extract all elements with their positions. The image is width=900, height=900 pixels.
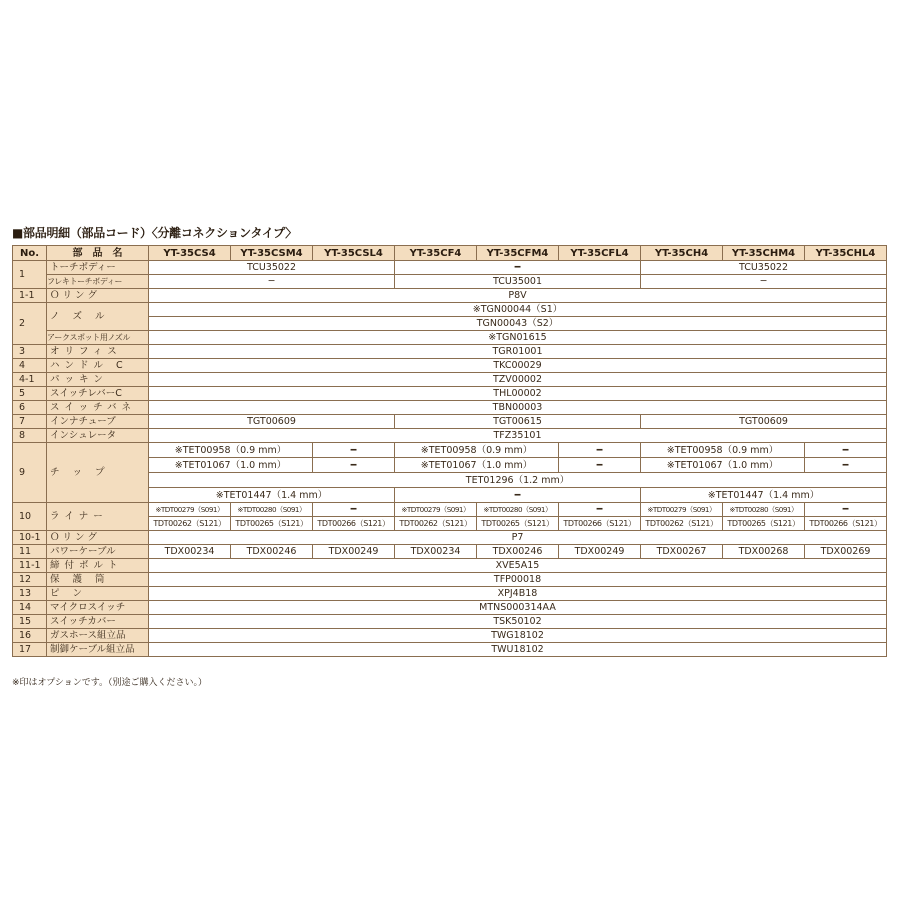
cell-value: ※TET01067（1.0 mm） (149, 458, 313, 473)
part-name: インシュレータ (47, 429, 149, 443)
cell-value: TDX00246 (477, 545, 559, 559)
cell-value: TDT00265（S121） (477, 517, 559, 531)
part-name: アークスポット用ノズル (47, 331, 149, 345)
cell-value: TDT00265（S121） (231, 517, 313, 531)
part-name: ピ ン (47, 587, 149, 601)
part-name: フレキトーチボディー (47, 275, 149, 289)
cell-value: ※TDT00279（S091） (395, 503, 477, 517)
cell-value: TCU35001 (395, 275, 641, 289)
header-model: YT-35CFL4 (559, 246, 641, 261)
row-no: 17 (13, 643, 47, 657)
header-no: No. (13, 246, 47, 261)
part-name: Ｏ リ ン グ (47, 531, 149, 545)
row-no: 10 (13, 503, 47, 531)
header-model: YT-35CSL4 (313, 246, 395, 261)
cell-value: ━ (395, 488, 641, 503)
cell-value: ━ (559, 503, 641, 517)
part-name: スイッチカバー (47, 615, 149, 629)
cell-value: TSK50102 (149, 615, 887, 629)
header-model: YT-35CHM4 (723, 246, 805, 261)
part-name: チ ッ プ (47, 443, 149, 503)
cell-value: TCU35022 (149, 261, 395, 275)
cell-value: TBN00003 (149, 401, 887, 415)
part-name: ノ ズ ル (47, 303, 149, 331)
cell-value: ━ (313, 503, 395, 517)
cell-value: TDX00269 (805, 545, 887, 559)
table-row (13, 573, 887, 587)
cell-value: ※TDT00279（S091） (641, 503, 723, 517)
cell-value: TWU18102 (149, 643, 887, 657)
row-no: 11 (13, 545, 47, 559)
row-no: 16 (13, 629, 47, 643)
table-row (13, 261, 887, 275)
cell-value: THL00002 (149, 387, 887, 401)
table-row (13, 429, 887, 443)
cell-value: TDT00265（S121） (723, 517, 805, 531)
cell-value: P8V (149, 289, 887, 303)
part-name: マイクロスイッチ (47, 601, 149, 615)
row-no: 12 (13, 573, 47, 587)
header-model: YT-35CFM4 (477, 246, 559, 261)
part-name: トーチボディー (47, 261, 149, 275)
cell-value: TDT00266（S121） (313, 517, 395, 531)
cell-value: TDX00249 (313, 545, 395, 559)
cell-value: XPJ4B18 (149, 587, 887, 601)
row-no: 6 (13, 401, 47, 415)
part-name: スイッチバネ (47, 401, 149, 415)
cell-value: ※TGN00044（S1） (149, 303, 887, 317)
cell-value: TGT00615 (395, 415, 641, 429)
table-row (13, 503, 887, 517)
table-row (13, 587, 887, 601)
table-row (13, 415, 887, 429)
cell-value: TDT00262（S121） (641, 517, 723, 531)
cell-value: TET01296（1.2 mm） (149, 473, 887, 488)
cell-value: TCU35022 (641, 261, 887, 275)
cell-value: TDX00246 (231, 545, 313, 559)
part-name: パッキン (47, 373, 149, 387)
part-name: 保 護 筒 (47, 573, 149, 587)
row-no: 14 (13, 601, 47, 615)
cell-value: ※TET00958（0.9 mm） (149, 443, 313, 458)
table-row (13, 373, 887, 387)
row-no: 4-1 (13, 373, 47, 387)
cell-value: TGT00609 (149, 415, 395, 429)
cell-value: ━ (559, 443, 641, 458)
cell-value: TDX00234 (395, 545, 477, 559)
header-model: YT-35CS4 (149, 246, 231, 261)
option-note: ※印はオプションです。（別途ご購入ください。） (12, 678, 208, 688)
row-no: 2 (13, 303, 47, 345)
row-no: 10-1 (13, 531, 47, 545)
row-no: 8 (13, 429, 47, 443)
cell-value: TWG18102 (149, 629, 887, 643)
cell-value: TDT00266（S121） (559, 517, 641, 531)
cell-value: ━ (805, 503, 887, 517)
table-row (13, 615, 887, 629)
cell-value: TDT00266（S121） (805, 517, 887, 531)
table-row (13, 559, 887, 573)
cell-value: ※TET01067（1.0 mm） (395, 458, 559, 473)
row-no: 5 (13, 387, 47, 401)
table-row (13, 401, 887, 415)
row-no: 3 (13, 345, 47, 359)
cell-value: ※TET01067（1.0 mm） (641, 458, 805, 473)
row-no: 13 (13, 587, 47, 601)
cell-value: ※TGN01615 (149, 331, 887, 345)
row-no: 4 (13, 359, 47, 373)
part-name: ハンドル C (47, 359, 149, 373)
cell-value: TDX00249 (559, 545, 641, 559)
table-row (13, 601, 887, 615)
cell-value: TFZ35101 (149, 429, 887, 443)
part-name: パワーケーブル (47, 545, 149, 559)
cell-value: ※TDT00279（S091） (149, 503, 231, 517)
header-row (13, 246, 887, 261)
cell-value: ━ (805, 458, 887, 473)
parts-table (12, 245, 887, 657)
cell-value: TDX00234 (149, 545, 231, 559)
header-model: YT-35CH4 (641, 246, 723, 261)
part-name: オリフィス (47, 345, 149, 359)
cell-value: TFP00018 (149, 573, 887, 587)
cell-value: ※TDT00280（S091） (231, 503, 313, 517)
cell-value: TDX00267 (641, 545, 723, 559)
header-part-name: 部 品 名 (47, 246, 149, 261)
cell-value: P7 (149, 531, 887, 545)
row-no: 1 (13, 261, 47, 289)
cell-value: TKC00029 (149, 359, 887, 373)
cell-value: ※TDT00280（S091） (477, 503, 559, 517)
header-model: YT-35CF4 (395, 246, 477, 261)
cell-value: ※TET00958（0.9 mm） (395, 443, 559, 458)
cell-value: ━ (805, 443, 887, 458)
cell-value: ※TDT00280（S091） (723, 503, 805, 517)
cell-value: TDX00268 (723, 545, 805, 559)
row-no: 1-1 (13, 289, 47, 303)
cell-value: ━ (559, 458, 641, 473)
table-row (13, 643, 887, 657)
table-row (13, 545, 887, 559)
part-name: インナチューブ (47, 415, 149, 429)
cell-value: ※TET00958（0.9 mm） (641, 443, 805, 458)
part-name: Ｏ リ ン グ (47, 289, 149, 303)
row-no: 15 (13, 615, 47, 629)
cell-value: ━ (395, 261, 641, 275)
table-row (13, 387, 887, 401)
header-model: YT-35CSM4 (231, 246, 313, 261)
part-name: ライナー (47, 503, 149, 531)
cell-value: MTNS000314AA (149, 601, 887, 615)
row-no: 11-1 (13, 559, 47, 573)
part-name: 制御ケーブル組立品 (47, 643, 149, 657)
table-row (13, 345, 887, 359)
table-row (13, 443, 887, 458)
table-row (13, 275, 887, 289)
cell-value: TDT00262（S121） (395, 517, 477, 531)
table-row (13, 289, 887, 303)
cell-value: TGT00609 (641, 415, 887, 429)
part-name: 締付ボルト (47, 559, 149, 573)
part-name: スイッチレバーC (47, 387, 149, 401)
part-name: ガスホース組立品 (47, 629, 149, 643)
table-row (13, 331, 887, 345)
cell-value: TGN00043（S2） (149, 317, 887, 331)
cell-value: ※TET01447（1.4 mm） (149, 488, 395, 503)
header-model: YT-35CHL4 (805, 246, 887, 261)
section-title: ■部品明細（部品コード）〈分離コネクションタイプ〉 (12, 226, 297, 240)
cell-value: TDT00262（S121） (149, 517, 231, 531)
table-row (13, 531, 887, 545)
cell-value: TZV00002 (149, 373, 887, 387)
cell-value: TGR01001 (149, 345, 887, 359)
row-no: 7 (13, 415, 47, 429)
table-row (13, 359, 887, 373)
table-row (13, 303, 887, 317)
cell-value: ※TET01447（1.4 mm） (641, 488, 887, 503)
cell-value: XVE5A15 (149, 559, 887, 573)
cell-value: ─ (641, 275, 887, 289)
cell-value: ─ (149, 275, 395, 289)
cell-value: ━ (313, 443, 395, 458)
cell-value: ━ (313, 458, 395, 473)
table-row (13, 629, 887, 643)
row-no: 9 (13, 443, 47, 503)
